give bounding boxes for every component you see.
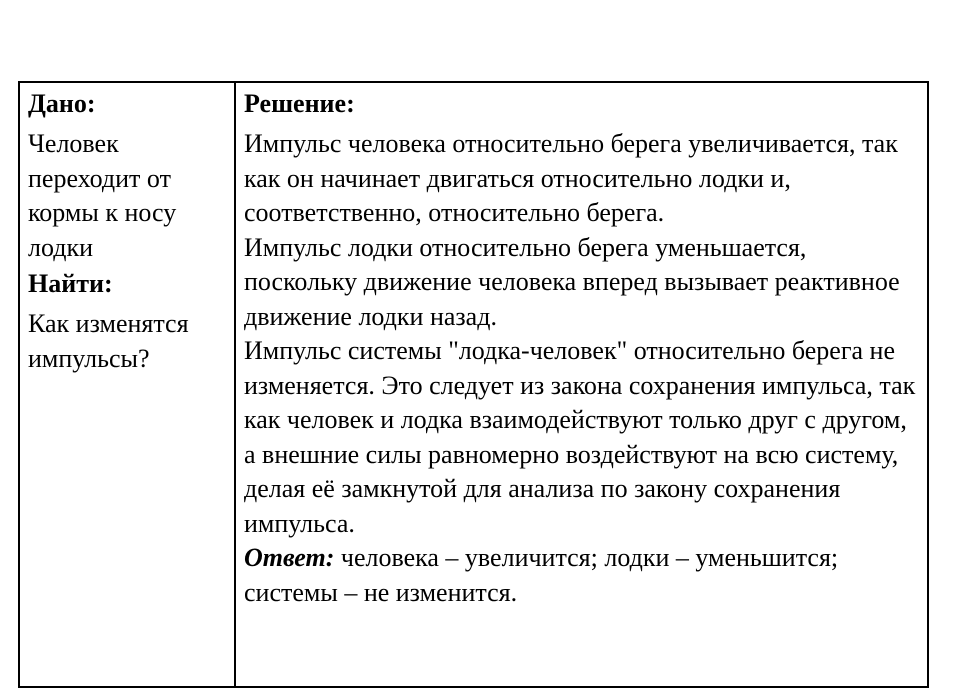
answer-line [244,541,919,610]
solution-paragraph-2: Импульс лодки относительно берега уменьшается, поскольку движение человека вперед вызывает реактивное движение лодки назад. [244,232,900,331]
solution-paragraph-3: Импульс системы "лодка-человек" относительно берега не изменяется. Это следует из закона сохранения импульса, так как человек и лодка взаимодействуют только друг с другом, а внешние силы равномерно воздействуют на всю систему, делая её замкнутой для анализа по закону сохранения импульса. [244,336,916,538]
given-heading: Дано: [28,89,96,118]
answer-text: человека – увеличится; лодки – уменьшится; системы – не изменится. [244,543,839,607]
solution-heading: Решение: [244,89,355,118]
given-column [20,83,236,686]
solution-table [18,81,929,688]
find-heading: Найти: [28,269,113,298]
solution-column [236,83,927,686]
given-text: Человек переходит от кормы к носу лодки [28,129,177,262]
answer-label: Ответ: [244,543,335,572]
find-text: Как изменятся импульсы? [28,309,189,373]
solution-paragraph-1: Импульс человека относительно берега увеличивается, так как он начинает двигаться относительно лодки и, соответственно, относительно берега. [244,129,898,227]
